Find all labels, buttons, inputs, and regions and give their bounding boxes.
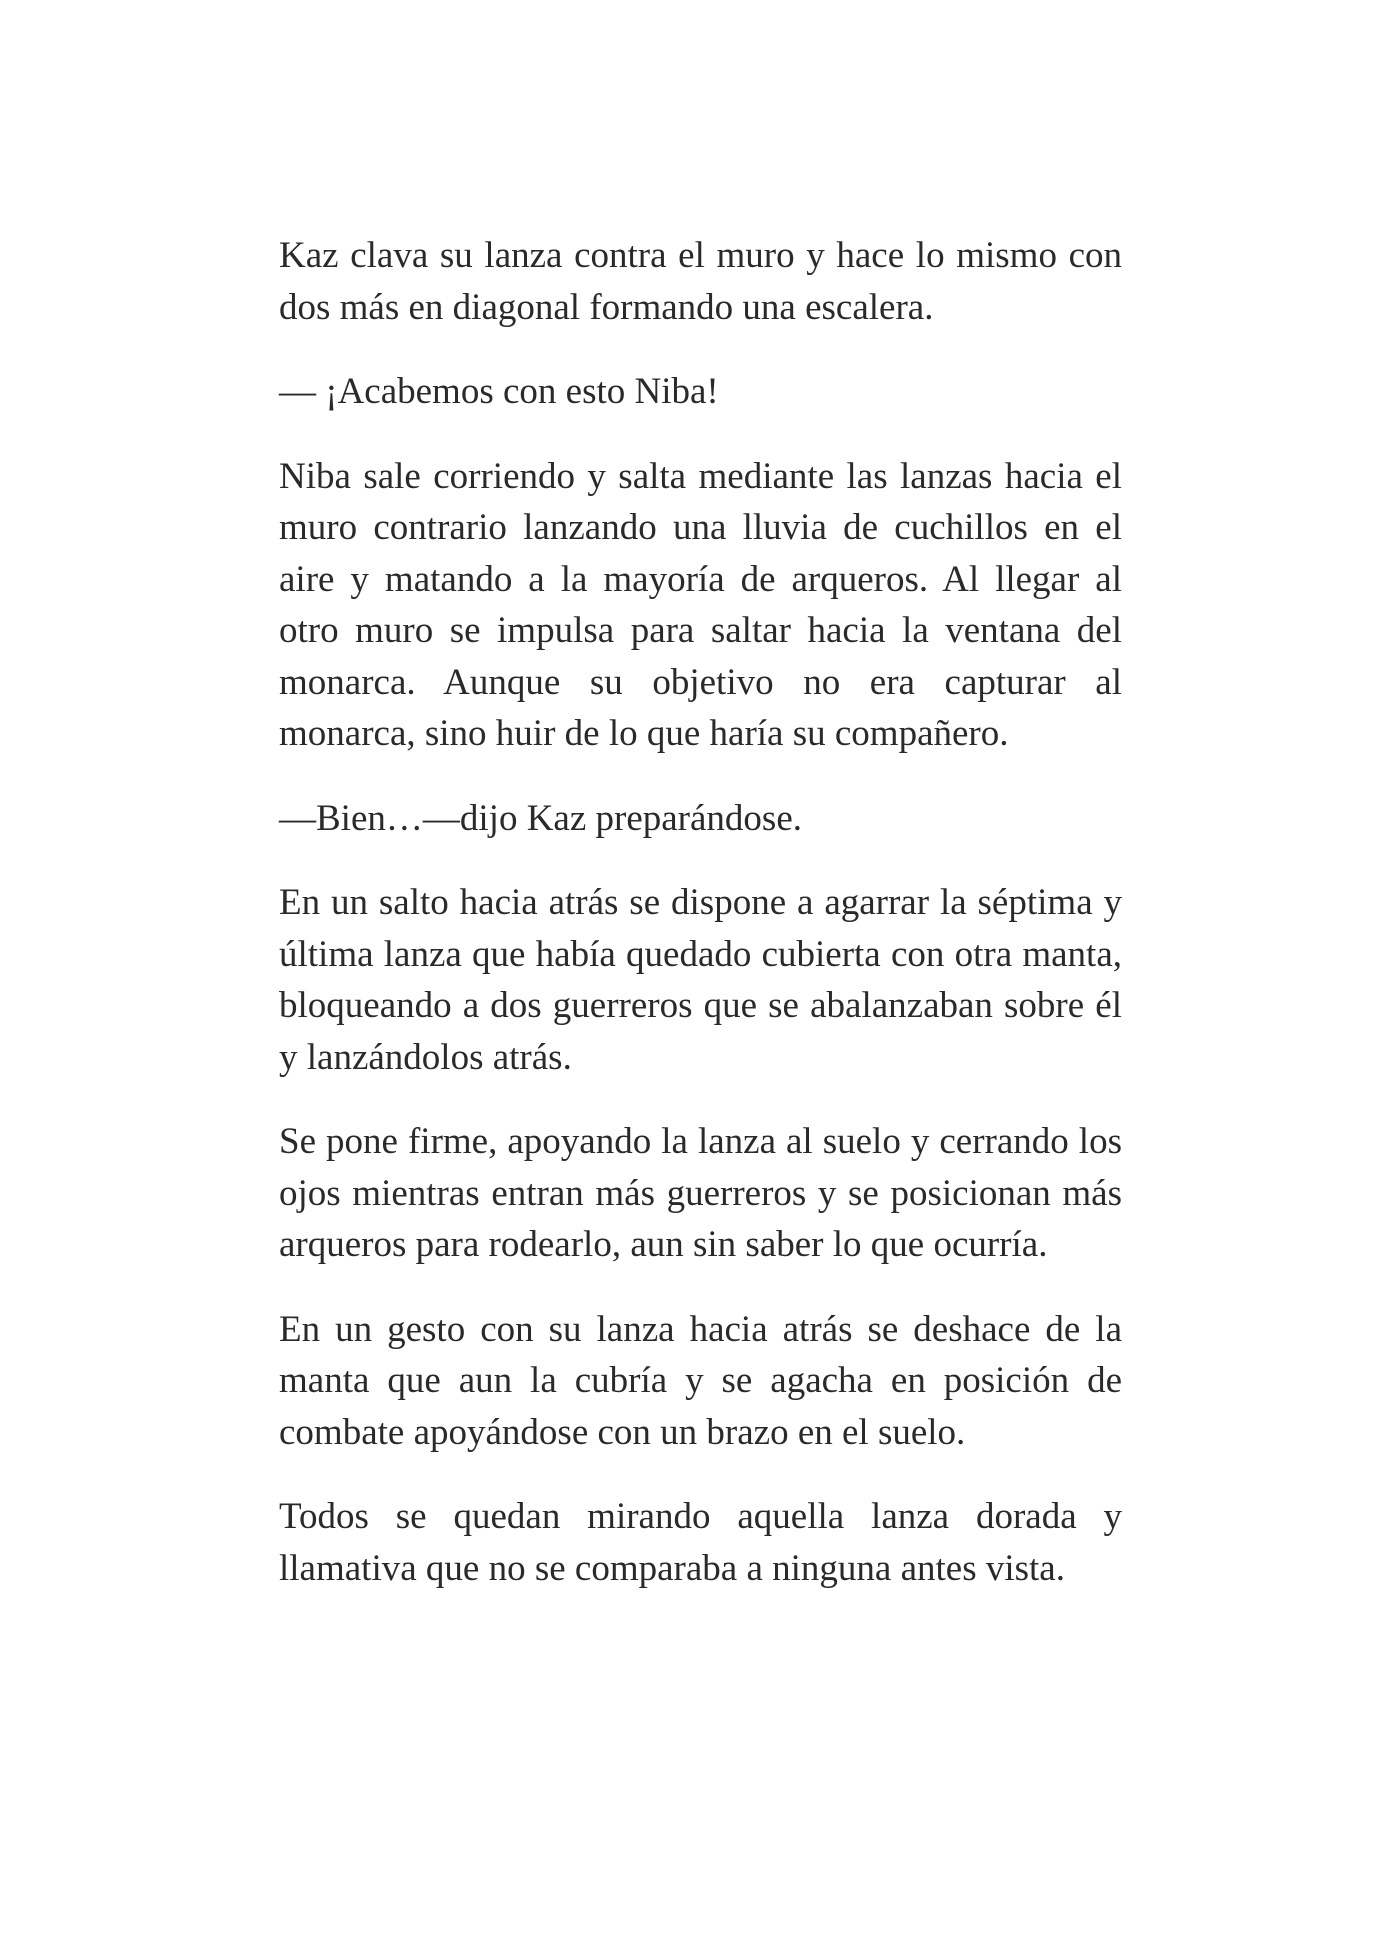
story-text [279, 230, 1122, 1627]
paragraph-niba-salta: Niba sale corriendo y salta mediante las lanzas hacia el muro contrario lanzando una lluvia de cuchillos en el aire y matando a la mayoría de arqueros. Al llegar al otro muro se impulsa para saltar hacia la ventana del monarca. Aunque su objetivo no era capturar al monarca, sino huir de lo que haría su compañero. [279, 455, 1122, 754]
dialogue-acabemos: — ¡Acabemos con esto Niba! [279, 371, 719, 412]
paragraph-lanza-dorada: Todos se quedan mirando aquella lanza dorada y llamativa que no se comparaba a ninguna antes vista. [279, 1496, 1122, 1589]
paragraph-kaz-lanza: Kaz clava su lanza contra el muro y hace lo mismo con dos más en diagonal formando una escalera. [279, 235, 1122, 328]
paragraph-gesto-lanza: En un gesto con su lanza hacia atrás se deshace de la manta que aun la cubría y se agacha en posición de combate apoyándose con un brazo en el suelo. [279, 1308, 1122, 1453]
paragraph-pone-firme: Se pone firme, apoyando la lanza al suelo y cerrando los ojos mientras entran más guerreros y se posicionan más arqueros para rodearlo, aun sin saber lo que ocurría. [279, 1121, 1122, 1265]
paragraph-salto-atras: En un salto hacia atrás se dispone a agarrar la séptima y última lanza que había quedado cubierta con otra manta, bloqueando a dos guerreros que se abalanzaban sobre él y lanzándolos atrás. [279, 882, 1122, 1078]
dialogue-bien: —Bien…—dijo Kaz preparándose. [279, 797, 802, 839]
